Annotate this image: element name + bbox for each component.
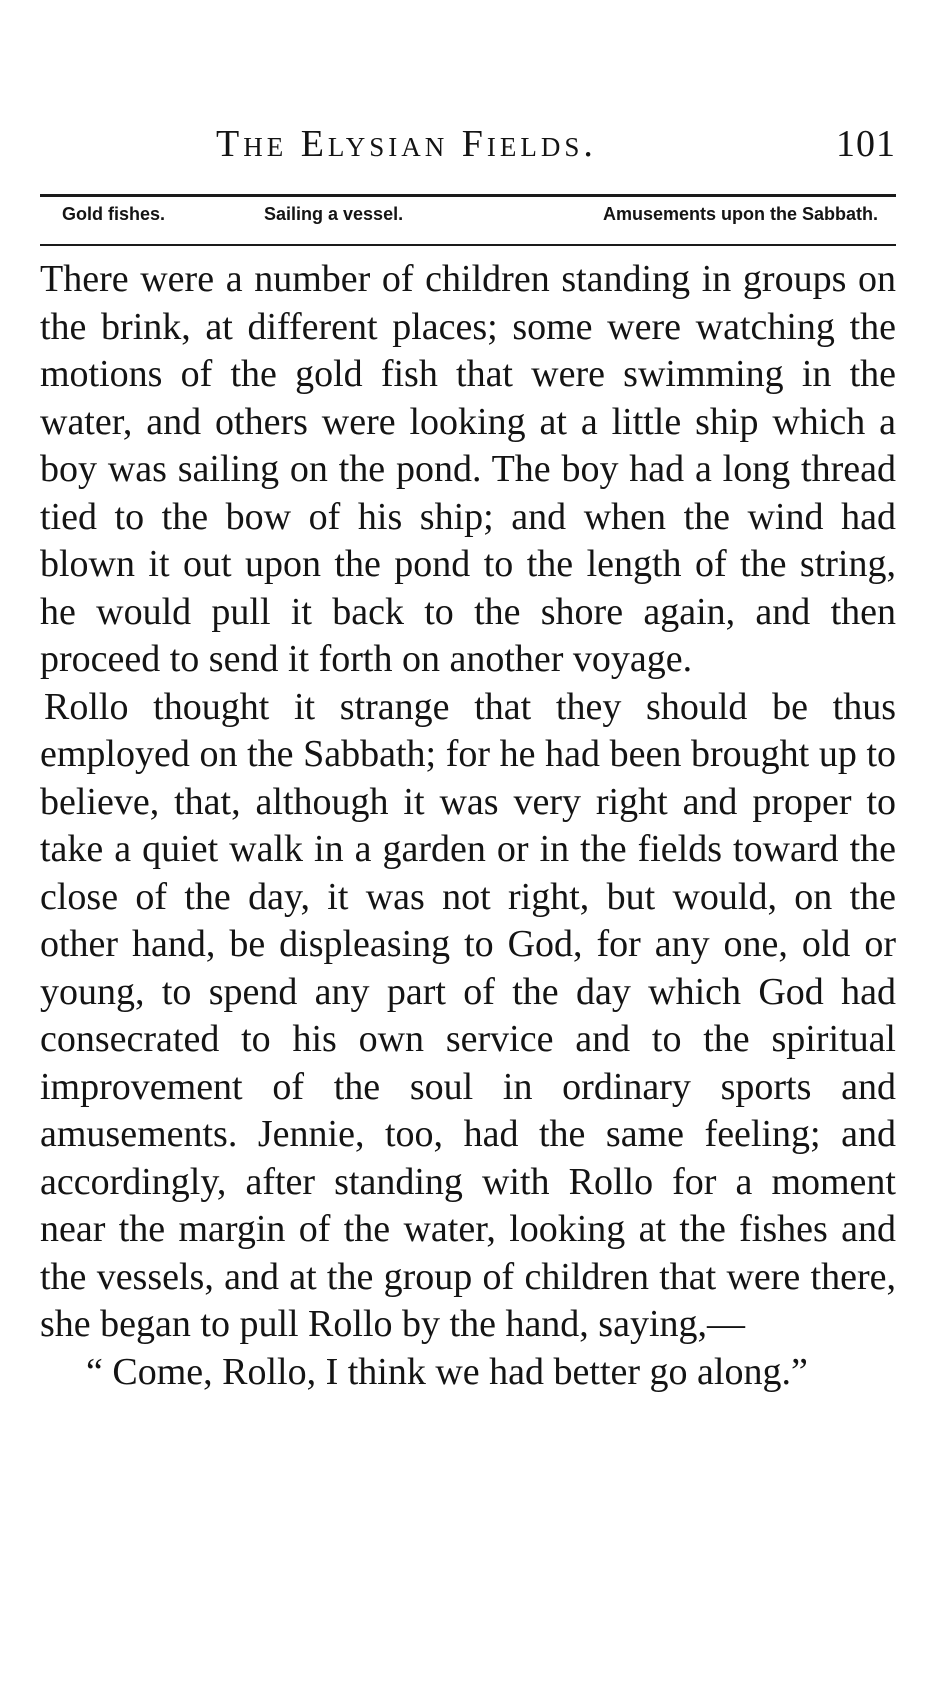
page-header (40, 122, 896, 172)
subhead-amusements: Amusements upon the Sabbath. (602, 204, 878, 224)
page-number: 101 (836, 123, 896, 165)
header-rule-top (40, 194, 896, 197)
paragraph: There were a number of children standing in groups on the brink, at different places; some were watching the motions of the gold fish that were swimming in the water, and others were looking at a little ship which a boy was sailing on the pond. The boy had a long thread tied to the bow of his ship; and when the wind had blown it out upon the pond to the length of the string, he would pull it back to the shore again, and then proceed to send it forth on another voyage. (40, 258, 896, 680)
paragraph: Rollo thought it strange that they should be thus employed on the Sabbath; for he had been brought up to believe, that, although it was very right and proper to take a quiet walk in a garden or in the fields toward the close of the day, it was not right, but would, on the other hand, be displeasing to God, for any one, old or young, to spend any part of the day which God had consecrated to his own service and to the spiritual improvement of the soul in ordinary sports and amusements. Jennie, too, had the same feeling; and accordingly, after standing with Rollo for a moment near the margin of the water, looking at the fishes and the vessels, and at the group of children that were there, she began to pull Rollo by the hand, saying,— (40, 685, 896, 1345)
running-title: The Elysian Fields. (216, 123, 597, 165)
subhead-gold-fishes: Gold fishes. (62, 204, 166, 224)
dialogue-paragraph: “ Come, Rollo, I think we had better go along.” (86, 1350, 808, 1393)
subhead-sailing-vessel: Sailing a vessel. (264, 204, 404, 224)
body-text (40, 256, 896, 1396)
header-rule-bottom (40, 244, 896, 246)
marginal-subheads (40, 204, 896, 234)
book-page (40, 0, 896, 1708)
